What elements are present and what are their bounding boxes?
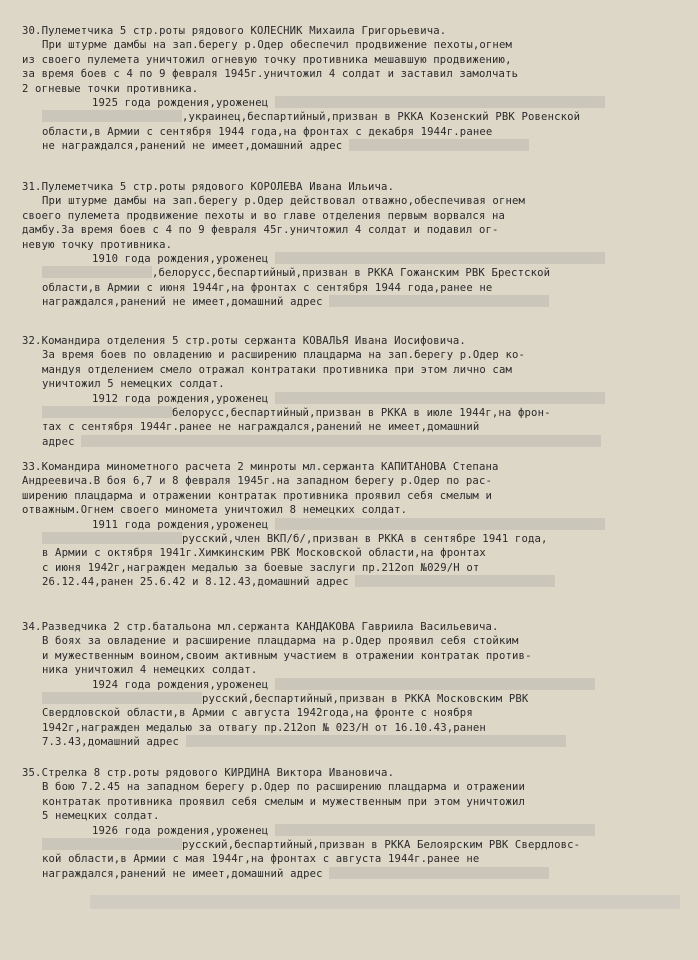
origin-line: русский,беспартийный,призван в РККА Белоярским РВК Свердловс- [182, 839, 581, 852]
redacted-region [186, 735, 566, 747]
entry-text-line: дамбу.За время боев с 4 по 9 февраля 45г.уничтожил 4 солдат и подавил ог- [22, 224, 499, 237]
entry-text-line: и мужественным воином,своим активным участием в отражении контратак против- [42, 649, 532, 662]
birth-line: 1910 года рождения,уроженец [92, 253, 269, 266]
entry-text-line [22, 518, 682, 532]
entry-text-line: 1942г,награжден медалью за отвагу пр.212оп № 023/Н от 16.10.43,ранен [42, 721, 486, 734]
entry-text-line [22, 838, 682, 852]
entry-text-line: При штурме дамбы на зап.берегу р.Одер действовал отважно,обеспечивая огнем [42, 195, 526, 208]
redacted-region [355, 575, 555, 587]
entry-text-line [22, 392, 682, 406]
redacted-region [329, 295, 549, 307]
redacted-region [42, 110, 182, 122]
entry-text-line: с июня 1942г,награжден медалью за боевые заслуги пр.212оп №029/Н от [42, 561, 480, 574]
entry-text-line: 5 немецких солдат. [42, 810, 160, 823]
entry-text-line: мандуя отделением смело отражал контратаки противника при этом лично сам [42, 363, 513, 376]
redacted-region [42, 266, 152, 278]
origin-line: белорусс,беспартийный,призван в РККА в июле 1944г,на фрон- [172, 407, 551, 420]
address-line: 26.12.44,ранен 25.6.42 и 8.12.43,домашний адрес [42, 576, 349, 589]
redacted-region [42, 406, 172, 418]
birth-line: 1911 года рождения,уроженец [92, 518, 269, 531]
entry-text-line: Свердловской области,в Армии с августа 1942года,на фронте с ноября [42, 707, 473, 720]
entry-text-line [22, 110, 682, 124]
entry-heading: 31.Пулеметчика 5 стр.роты рядового КОРОЛЕВА Ивана Ильича. [22, 181, 395, 193]
entry-text-line: невую точку противника. [22, 238, 173, 251]
entry-35 [22, 766, 682, 881]
origin-line: русский,член ВКП/б/,призван в РККА в сентябре 1941 года, [182, 533, 548, 546]
entry-heading: 30.Пулеметчика 5 стр.роты рядового КОЛЕСНИК Михаила Григорьевича. [22, 25, 447, 37]
entry-heading: 35.Стрелка 8 стр.роты рядового КИРДИНА Виктора Ивановича. [22, 767, 395, 779]
redacted-region [90, 895, 680, 909]
address-line: награждался,ранений не имеет,домашний адрес [42, 867, 323, 880]
entry-heading: 32.Командира отделения 5 стр.роты сержанта КОВАЛЬЯ Ивана Иосифовича. [22, 335, 466, 347]
entry-text-line: В боях за овладение и расширение плацдарма на р.Одер проявил себя стойким [42, 635, 519, 648]
entry-text-line [22, 532, 682, 546]
entry-text-line: 2 огневые точки противника. [22, 82, 199, 95]
origin-line: русский,беспартийный,призван в РККА Московским РВК [202, 693, 529, 706]
address-line: награждался,ранений не имеет,домашний адрес [42, 296, 323, 309]
birth-line: 1912 года рождения,уроженец [92, 392, 269, 405]
entry-text-line: уничтожил 5 немецких солдат. [42, 378, 225, 391]
redacted-region [81, 435, 601, 447]
entry-text-line [22, 575, 682, 589]
entry-heading: 33.Командира минометного расчета 2 минроты мл.сержанта КАПИТАНОВА Степана [22, 461, 499, 473]
redacted-region [329, 867, 549, 879]
address-line: 7.3.43,домашний адрес [42, 736, 180, 749]
redacted-region [349, 139, 529, 151]
entry-text-line [22, 139, 682, 153]
entry-text-line [22, 406, 682, 420]
entry-text-line: При штурме дамбы на зап.берегу р.Одер обеспечил продвижение пехоты,огнем [42, 39, 513, 52]
entry-text-line: области,в Армии с сентября 1944 года,на фронтах с декабря 1944г.ранее [42, 125, 493, 138]
entry-33 [22, 460, 682, 590]
redacted-region [42, 838, 182, 850]
entry-text-line [22, 295, 682, 309]
entry-text-line [22, 96, 682, 110]
entry-text-line: отважным.Огнем своего миномета уничтожил 8 немецких солдат. [22, 504, 408, 517]
redacted-region [42, 532, 182, 544]
redacted-region [275, 252, 605, 264]
entry-34 [22, 620, 682, 750]
entry-text-line [22, 678, 682, 692]
entry-text-line [22, 252, 682, 266]
entry-text-line [22, 435, 682, 449]
birth-line: 1924 года рождения,уроженец [92, 678, 269, 691]
entry-text-line: в Армии с октября 1941г.Химкинским РВК Московской области,на фронтах [42, 547, 486, 560]
birth-line: 1925 года рождения,уроженец [92, 97, 269, 110]
entry-text-line [22, 824, 682, 838]
address-line: адрес [42, 435, 75, 448]
entry-text-line [22, 867, 682, 881]
redacted-region [275, 96, 605, 108]
entry-text-line: из своего пулемета уничтожил огневую точку противника мешавшую продвижению, [22, 53, 512, 66]
redacted-region [275, 392, 605, 404]
entry-text-line: Андреевича.В боя 6,7 и 8 февраля 1945г.на западном берегу р.Одер по рас- [22, 475, 493, 488]
entry-30 [22, 24, 682, 154]
entry-text-line: За время боев по овладению и расширению плацдарма на зап.берегу р.Одер ко- [42, 349, 526, 362]
entry-31 [22, 180, 682, 310]
birth-line: 1926 года рождения,уроженец [92, 824, 269, 837]
entry-text-line: своего пулемета продвижение пехоты и во главе отделения первым ворвался на [22, 209, 506, 222]
redacted-region [275, 824, 595, 836]
entry-text-line: ширению плацдарма и отражении контратак противника проявил себя смелым и [22, 489, 493, 502]
entry-heading: 34.Разведчика 2 стр.батальона мл.сержанта КАНДАКОВА Гавриила Васильевича. [22, 621, 499, 633]
entry-text-line: тах с сентября 1944г.ранее не награждался,ранений не имеет,домашний [42, 421, 480, 434]
entry-text-line [22, 692, 682, 706]
entry-text-line [22, 735, 682, 749]
entry-text-line: ника уничтожил 4 немецких солдат. [42, 664, 258, 677]
entry-text-line: за время боев с 4 по 9 февраля 1945г.уничтожил 4 солдат и заставил замолчать [22, 68, 519, 81]
origin-line: ,украинец,беспартийный,призван в РККА Козенский РВК Ровенской [182, 111, 581, 124]
entry-text-line: контратак противника проявил себя смелым и мужественным при этом уничтожил [42, 795, 526, 808]
redacted-region [42, 692, 202, 704]
origin-line: ,белорусс,беспартийный,призван в РККА Гожанским РВК Брестской [152, 267, 551, 280]
redacted-region [275, 518, 605, 530]
redacted-region [275, 678, 595, 690]
entry-text-line: кой области,в Армии с мая 1944г,на фронтах с августа 1944г.ранее не [42, 853, 480, 866]
entry-text-line: В бою 7.2.45 на западном берегу р.Одер по расширению плацдарма и отражении [42, 781, 526, 794]
entry-text-line [22, 266, 682, 280]
address-line: не награждался,ранений не имеет,домашний адрес [42, 140, 343, 153]
entry-text-line: области,в Армии с июня 1944г,на фронтах с сентября 1944 года,ранее не [42, 281, 493, 294]
entry-32 [22, 334, 682, 449]
